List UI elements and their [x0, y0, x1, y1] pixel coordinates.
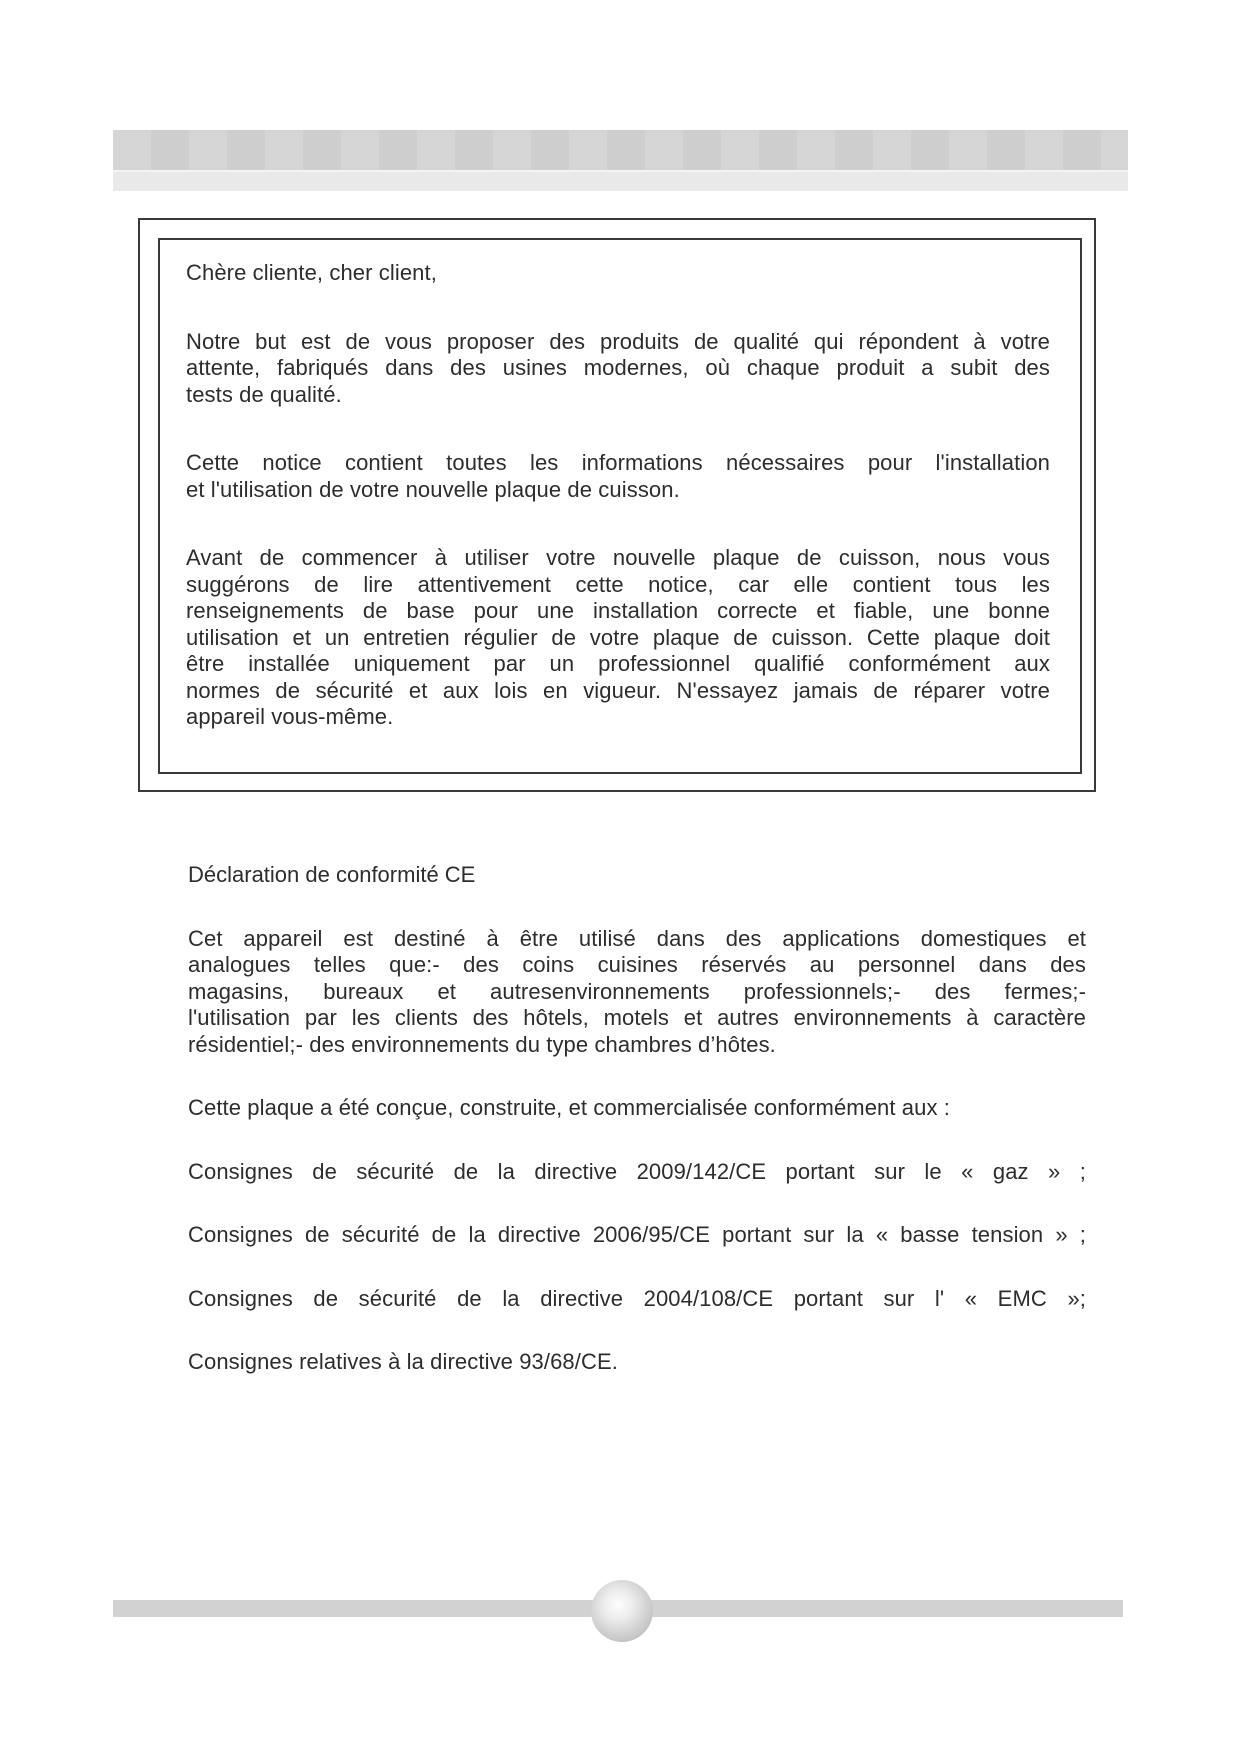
- text-line: Consignes relatives à la directive 93/68/CE.: [188, 1349, 618, 1374]
- paragraph: [186, 450, 1050, 503]
- paragraph: [186, 329, 1050, 409]
- text-line: normes de sécurité et aux lois en vigueur. N'essayez jamais de réparer votre: [186, 677, 1050, 703]
- text-line: tests de qualité.: [186, 381, 342, 407]
- text-line: Cette notice contient toutes les informations nécessaires pour l'installation: [186, 450, 1050, 475]
- declaration-title: Déclaration de conformité CE: [188, 862, 476, 887]
- notice-box-content: [186, 260, 1050, 731]
- text-line: suggérons de lire attentivement cette notice, car elle contient tous les: [186, 571, 1050, 597]
- text-line: magasins, bureaux et autresenvironnements professionnels;- des fermes;-: [188, 978, 1086, 1004]
- declaration-section: [188, 862, 1086, 1413]
- text-line: Avant de commencer à utiliser votre nouvelle plaque de cuisson, nous vous: [186, 545, 1050, 570]
- text-line: Consignes de sécurité de la directive 2009/142/CE portant sur le « gaz » ;: [188, 1158, 1086, 1184]
- text-line: résidentiel;- des environnements du type chambres d’hôtes.: [188, 1031, 776, 1057]
- text-line: Cet appareil est destiné à être utilisé dans des applications domestiques et: [188, 925, 1086, 951]
- text-line: Consignes de sécurité de la directive 2004/108/CE portant sur l' « EMC »;: [188, 1285, 1086, 1311]
- text-line: et l'utilisation de votre nouvelle plaque de cuisson.: [186, 476, 680, 502]
- paragraph: [188, 1095, 1086, 1122]
- notice-box-inner-frame: [158, 238, 1082, 774]
- text-line: l'utilisation par les clients des hôtels, motels et autres environnements à caractère: [188, 1005, 1086, 1030]
- text-line: attente, fabriqués dans des usines modernes, où chaque produit a subit des: [186, 355, 1050, 380]
- paragraph: [188, 926, 1086, 1059]
- declaration-paragraphs: [188, 926, 1086, 1376]
- paragraph: [188, 1349, 1086, 1376]
- footer-sphere-ornament: [591, 1580, 653, 1642]
- header-subbar: [113, 172, 1128, 191]
- paragraph: [188, 1222, 1086, 1249]
- text-line: appareil vous-même.: [186, 704, 394, 729]
- text-line: être installée uniquement par un professionnel qualifié conformément aux: [186, 651, 1050, 676]
- text-line: utilisation et un entretien régulier de votre plaque de cuisson. Cette plaque doit: [186, 624, 1050, 650]
- paragraph: [188, 1159, 1086, 1186]
- text-line: Consignes de sécurité de la directive 2006/95/CE portant sur la « basse tension » ;: [188, 1222, 1086, 1247]
- paragraph: [186, 260, 1050, 287]
- text-line: renseignements de base pour une installation correcte et fiable, une bonne: [186, 598, 1050, 623]
- text-line: Cette plaque a été conçue, construite, et commercialisée conformément aux :: [188, 1095, 950, 1120]
- text-line: Chère cliente, cher client,: [186, 260, 437, 285]
- paragraph: [188, 1286, 1086, 1313]
- header-bar: [113, 130, 1128, 172]
- notice-box-outer-frame: [138, 218, 1096, 792]
- text-line: analogues telles que:- des coins cuisines réservés au personnel dans des: [188, 952, 1086, 977]
- text-line: Notre but est de vous proposer des produits de qualité qui répondent à votre: [186, 328, 1050, 354]
- paragraph: [186, 545, 1050, 731]
